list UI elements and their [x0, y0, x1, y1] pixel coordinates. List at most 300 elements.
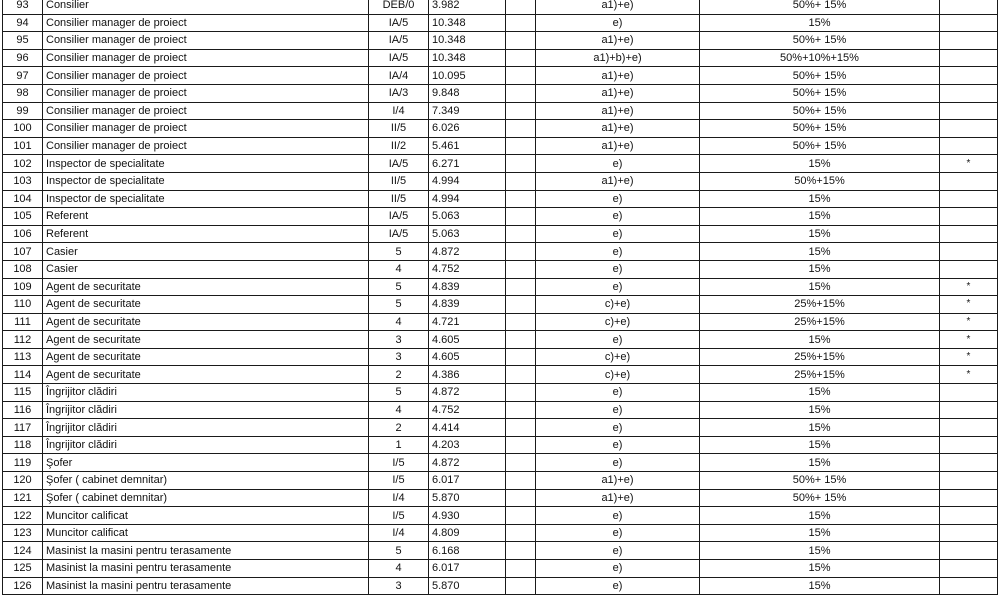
row-number: 96 [3, 49, 43, 67]
job-title: Îngrijitor clădiri [43, 384, 369, 402]
increment-percent: 15% [700, 190, 940, 208]
increment-formula: e) [536, 331, 700, 349]
increment-formula: e) [536, 577, 700, 595]
table-row [3, 489, 998, 507]
blank-cell [506, 14, 536, 32]
blank-cell [506, 313, 536, 331]
table-row [3, 190, 998, 208]
table-row [3, 348, 998, 366]
coefficient-value: 5.870 [429, 577, 506, 595]
increment-formula: a1)+e) [536, 32, 700, 50]
note-mark [940, 49, 998, 67]
table-row [3, 472, 998, 490]
increment-formula: e) [536, 243, 700, 261]
increment-formula: c)+e) [536, 348, 700, 366]
job-title: Agent de securitate [43, 278, 369, 296]
job-title: Îngrijitor clădiri [43, 419, 369, 437]
table-row [3, 208, 998, 226]
blank-cell [506, 225, 536, 243]
grade-level: I/4 [369, 489, 429, 507]
note-mark [940, 542, 998, 560]
grade-level: 4 [369, 313, 429, 331]
table-row [3, 436, 998, 454]
job-title: Îngrijitor clădiri [43, 401, 369, 419]
job-title: Muncitor calificat [43, 524, 369, 542]
blank-cell [506, 436, 536, 454]
row-number: 122 [3, 507, 43, 525]
row-number: 114 [3, 366, 43, 384]
increment-percent: 50%+ 15% [700, 32, 940, 50]
table-row [3, 401, 998, 419]
job-title: Agent de securitate [43, 313, 369, 331]
grade-level: IA/5 [369, 225, 429, 243]
coefficient-value: 4.994 [429, 172, 506, 190]
note-mark [940, 120, 998, 138]
row-number: 105 [3, 208, 43, 226]
increment-percent: 15% [700, 577, 940, 595]
blank-cell [506, 155, 536, 173]
note-mark [940, 260, 998, 278]
blank-cell [506, 507, 536, 525]
table-row [3, 454, 998, 472]
note-mark [940, 384, 998, 402]
row-number: 104 [3, 190, 43, 208]
grade-level: I/5 [369, 472, 429, 490]
coefficient-value: 4.872 [429, 454, 506, 472]
increment-percent: 50%+ 15% [700, 102, 940, 120]
table-row [3, 313, 998, 331]
job-title: Casier [43, 260, 369, 278]
grade-level: 4 [369, 260, 429, 278]
note-mark [940, 436, 998, 454]
blank-cell [506, 243, 536, 261]
grade-level: 5 [369, 542, 429, 560]
note-mark [940, 0, 998, 14]
table-row [3, 225, 998, 243]
increment-percent: 15% [700, 260, 940, 278]
salary-table [2, 0, 998, 595]
job-title: Referent [43, 208, 369, 226]
job-title: Inspector de specialitate [43, 172, 369, 190]
row-number: 107 [3, 243, 43, 261]
job-title: Consilier manager de proiect [43, 67, 369, 85]
increment-formula: c)+e) [536, 296, 700, 314]
increment-formula: e) [536, 507, 700, 525]
coefficient-value: 4.930 [429, 507, 506, 525]
coefficient-value: 10.348 [429, 32, 506, 50]
table-row [3, 542, 998, 560]
increment-percent: 15% [700, 419, 940, 437]
table-row [3, 0, 998, 14]
note-mark [940, 577, 998, 595]
grade-level: IA/5 [369, 155, 429, 173]
note-mark [940, 208, 998, 226]
coefficient-value: 4.386 [429, 366, 506, 384]
grade-level: IA/5 [369, 208, 429, 226]
note-mark [940, 67, 998, 85]
grade-level: IA/5 [369, 49, 429, 67]
job-title: Masinist la masini pentru terasamente [43, 560, 369, 578]
table-row [3, 560, 998, 578]
blank-cell [506, 190, 536, 208]
blank-cell [506, 67, 536, 85]
note-mark: * [940, 313, 998, 331]
coefficient-value: 9.848 [429, 84, 506, 102]
job-title: Consilier manager de proiect [43, 84, 369, 102]
increment-percent: 25%+15% [700, 313, 940, 331]
grade-level: IA/5 [369, 32, 429, 50]
coefficient-value: 6.017 [429, 472, 506, 490]
grade-level: I/5 [369, 454, 429, 472]
job-title: Consilier manager de proiect [43, 102, 369, 120]
table-row [3, 243, 998, 261]
coefficient-value: 4.809 [429, 524, 506, 542]
increment-formula: e) [536, 225, 700, 243]
increment-percent: 15% [700, 331, 940, 349]
coefficient-value: 4.839 [429, 278, 506, 296]
blank-cell [506, 560, 536, 578]
coefficient-value: 4.203 [429, 436, 506, 454]
note-mark [940, 419, 998, 437]
row-number: 111 [3, 313, 43, 331]
blank-cell [506, 0, 536, 14]
increment-percent: 50%+ 15% [700, 472, 940, 490]
row-number: 118 [3, 436, 43, 454]
job-title: Agent de securitate [43, 366, 369, 384]
blank-cell [506, 401, 536, 419]
increment-percent: 50%+ 15% [700, 67, 940, 85]
grade-level: II/5 [369, 120, 429, 138]
blank-cell [506, 577, 536, 595]
note-mark [940, 225, 998, 243]
increment-formula: a1)+e) [536, 84, 700, 102]
row-number: 116 [3, 401, 43, 419]
row-number: 123 [3, 524, 43, 542]
job-title: Agent de securitate [43, 348, 369, 366]
table-row [3, 524, 998, 542]
coefficient-value: 4.721 [429, 313, 506, 331]
coefficient-value: 10.095 [429, 67, 506, 85]
table-row [3, 32, 998, 50]
coefficient-value: 5.870 [429, 489, 506, 507]
job-title: Inspector de specialitate [43, 155, 369, 173]
increment-percent: 15% [700, 401, 940, 419]
coefficient-value: 4.752 [429, 401, 506, 419]
coefficient-value: 6.168 [429, 542, 506, 560]
grade-level: 2 [369, 419, 429, 437]
job-title: Masinist la masini pentru terasamente [43, 542, 369, 560]
coefficient-value: 4.872 [429, 243, 506, 261]
note-mark: * [940, 278, 998, 296]
increment-formula: a1)+e) [536, 120, 700, 138]
increment-percent: 15% [700, 542, 940, 560]
increment-percent: 25%+15% [700, 296, 940, 314]
increment-formula: a1)+e) [536, 472, 700, 490]
increment-formula: e) [536, 14, 700, 32]
blank-cell [506, 384, 536, 402]
job-title: Şofer [43, 454, 369, 472]
job-title: Şofer ( cabinet demnitar) [43, 472, 369, 490]
row-number: 113 [3, 348, 43, 366]
row-number: 125 [3, 560, 43, 578]
note-mark [940, 560, 998, 578]
note-mark: * [940, 348, 998, 366]
increment-formula: a1)+e) [536, 137, 700, 155]
table-row [3, 366, 998, 384]
table-row [3, 507, 998, 525]
coefficient-value: 4.994 [429, 190, 506, 208]
job-title: Consilier manager de proiect [43, 14, 369, 32]
grade-level: DEB/0 [369, 0, 429, 14]
increment-formula: e) [536, 208, 700, 226]
increment-formula: e) [536, 436, 700, 454]
increment-formula: a1)+e) [536, 172, 700, 190]
note-mark: * [940, 366, 998, 384]
coefficient-value: 6.017 [429, 560, 506, 578]
blank-cell [506, 472, 536, 490]
job-title: Agent de securitate [43, 296, 369, 314]
increment-percent: 15% [700, 208, 940, 226]
note-mark: * [940, 296, 998, 314]
coefficient-value: 10.348 [429, 49, 506, 67]
row-number: 112 [3, 331, 43, 349]
grade-level: 4 [369, 401, 429, 419]
job-title: Masinist la masini pentru terasamente [43, 577, 369, 595]
note-mark [940, 102, 998, 120]
increment-formula: a1)+e) [536, 0, 700, 14]
increment-percent: 15% [700, 14, 940, 32]
grade-level: 3 [369, 577, 429, 595]
increment-formula: a1)+b)+e) [536, 49, 700, 67]
blank-cell [506, 419, 536, 437]
grade-level: I/5 [369, 507, 429, 525]
note-mark [940, 137, 998, 155]
increment-percent: 15% [700, 524, 940, 542]
row-number: 95 [3, 32, 43, 50]
note-mark: * [940, 155, 998, 173]
table-row [3, 419, 998, 437]
increment-percent: 15% [700, 155, 940, 173]
blank-cell [506, 84, 536, 102]
blank-cell [506, 348, 536, 366]
row-number: 98 [3, 84, 43, 102]
table-row [3, 14, 998, 32]
increment-formula: e) [536, 384, 700, 402]
job-title: Consilier [43, 0, 369, 14]
blank-cell [506, 208, 536, 226]
grade-level: 2 [369, 366, 429, 384]
increment-formula: e) [536, 560, 700, 578]
blank-cell [506, 278, 536, 296]
note-mark [940, 14, 998, 32]
increment-formula: e) [536, 524, 700, 542]
row-number: 94 [3, 14, 43, 32]
coefficient-value: 6.026 [429, 120, 506, 138]
blank-cell [506, 489, 536, 507]
grade-level: 1 [369, 436, 429, 454]
grade-level: 5 [369, 296, 429, 314]
coefficient-value: 7.349 [429, 102, 506, 120]
increment-formula: e) [536, 260, 700, 278]
coefficient-value: 5.063 [429, 225, 506, 243]
row-number: 117 [3, 419, 43, 437]
table-row [3, 260, 998, 278]
increment-percent: 50%+ 15% [700, 137, 940, 155]
table-row [3, 577, 998, 595]
table-row [3, 384, 998, 402]
table-row [3, 120, 998, 138]
table-body [3, 0, 998, 595]
row-number: 108 [3, 260, 43, 278]
row-number: 121 [3, 489, 43, 507]
row-number: 110 [3, 296, 43, 314]
job-title: Agent de securitate [43, 331, 369, 349]
increment-percent: 15% [700, 384, 940, 402]
row-number: 106 [3, 225, 43, 243]
increment-formula: e) [536, 190, 700, 208]
job-title: Consilier manager de proiect [43, 120, 369, 138]
increment-percent: 25%+15% [700, 348, 940, 366]
increment-percent: 50%+15% [700, 172, 940, 190]
note-mark [940, 190, 998, 208]
blank-cell [506, 260, 536, 278]
blank-cell [506, 296, 536, 314]
grade-level: 5 [369, 384, 429, 402]
coefficient-value: 4.605 [429, 348, 506, 366]
increment-formula: a1)+e) [536, 489, 700, 507]
grade-level: IA/5 [369, 14, 429, 32]
note-mark [940, 172, 998, 190]
grade-level: 5 [369, 278, 429, 296]
grade-level: II/5 [369, 172, 429, 190]
increment-formula: c)+e) [536, 366, 700, 384]
table-row [3, 331, 998, 349]
note-mark [940, 489, 998, 507]
table-row [3, 49, 998, 67]
grade-level: IA/3 [369, 84, 429, 102]
coefficient-value: 4.872 [429, 384, 506, 402]
note-mark [940, 401, 998, 419]
increment-formula: a1)+e) [536, 67, 700, 85]
grade-level: I/4 [369, 102, 429, 120]
table-row [3, 278, 998, 296]
increment-percent: 15% [700, 454, 940, 472]
job-title: Îngrijitor clădiri [43, 436, 369, 454]
table-row [3, 67, 998, 85]
grade-level: 3 [369, 331, 429, 349]
blank-cell [506, 32, 536, 50]
increment-percent: 15% [700, 507, 940, 525]
note-mark [940, 243, 998, 261]
increment-formula: e) [536, 155, 700, 173]
note-mark [940, 32, 998, 50]
blank-cell [506, 102, 536, 120]
job-title: Consilier manager de proiect [43, 49, 369, 67]
row-number: 120 [3, 472, 43, 490]
grade-level: 3 [369, 348, 429, 366]
note-mark: * [940, 331, 998, 349]
job-title: Casier [43, 243, 369, 261]
row-number: 115 [3, 384, 43, 402]
grade-level: II/2 [369, 137, 429, 155]
blank-cell [506, 454, 536, 472]
grade-level: IA/4 [369, 67, 429, 85]
note-mark [940, 507, 998, 525]
grade-level: 4 [369, 560, 429, 578]
note-mark [940, 84, 998, 102]
row-number: 102 [3, 155, 43, 173]
table-row [3, 84, 998, 102]
row-number: 99 [3, 102, 43, 120]
job-title: Inspector de specialitate [43, 190, 369, 208]
coefficient-value: 5.461 [429, 137, 506, 155]
job-title: Consilier manager de proiect [43, 32, 369, 50]
increment-formula: a1)+e) [536, 102, 700, 120]
row-number: 109 [3, 278, 43, 296]
note-mark [940, 454, 998, 472]
row-number: 101 [3, 137, 43, 155]
increment-formula: e) [536, 542, 700, 560]
note-mark [940, 472, 998, 490]
coefficient-value: 6.271 [429, 155, 506, 173]
blank-cell [506, 120, 536, 138]
coefficient-value: 4.752 [429, 260, 506, 278]
coefficient-value: 10.348 [429, 14, 506, 32]
job-title: Consilier manager de proiect [43, 137, 369, 155]
increment-percent: 50%+10%+15% [700, 49, 940, 67]
increment-percent: 25%+15% [700, 366, 940, 384]
grade-level: 5 [369, 243, 429, 261]
row-number: 100 [3, 120, 43, 138]
increment-percent: 15% [700, 225, 940, 243]
blank-cell [506, 366, 536, 384]
blank-cell [506, 331, 536, 349]
table-row [3, 296, 998, 314]
increment-percent: 15% [700, 278, 940, 296]
row-number: 93 [3, 0, 43, 14]
increment-percent: 15% [700, 560, 940, 578]
row-number: 103 [3, 172, 43, 190]
increment-formula: e) [536, 401, 700, 419]
table-row [3, 172, 998, 190]
blank-cell [506, 524, 536, 542]
increment-percent: 50%+ 15% [700, 84, 940, 102]
table-row [3, 137, 998, 155]
increment-percent: 50%+ 15% [700, 489, 940, 507]
job-title: Muncitor calificat [43, 507, 369, 525]
blank-cell [506, 49, 536, 67]
blank-cell [506, 172, 536, 190]
coefficient-value: 4.414 [429, 419, 506, 437]
coefficient-value: 4.605 [429, 331, 506, 349]
blank-cell [506, 542, 536, 560]
coefficient-value: 4.839 [429, 296, 506, 314]
blank-cell [506, 137, 536, 155]
row-number: 119 [3, 454, 43, 472]
increment-formula: e) [536, 278, 700, 296]
job-title: Şofer ( cabinet demnitar) [43, 489, 369, 507]
grade-level: I/4 [369, 524, 429, 542]
increment-percent: 15% [700, 436, 940, 454]
row-number: 97 [3, 67, 43, 85]
grade-level: II/5 [369, 190, 429, 208]
job-title: Referent [43, 225, 369, 243]
row-number: 124 [3, 542, 43, 560]
increment-percent: 50%+ 15% [700, 0, 940, 14]
increment-percent: 50%+ 15% [700, 120, 940, 138]
increment-formula: e) [536, 454, 700, 472]
coefficient-value: 3.982 [429, 0, 506, 14]
